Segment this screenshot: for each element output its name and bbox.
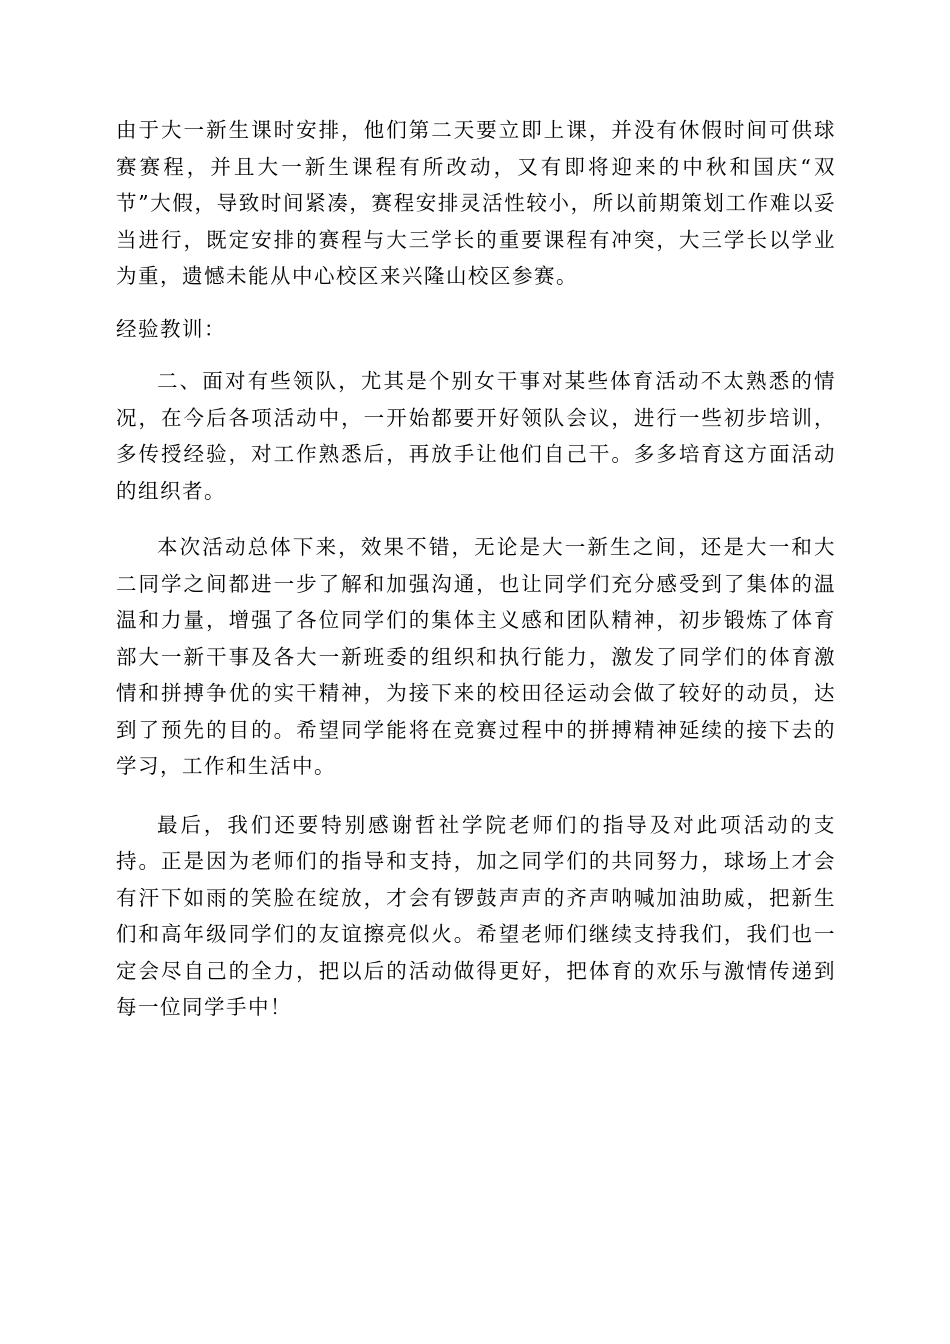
paragraph-summary: 本次活动总体下来，效果不错，无论是大一新生之间，还是大一和大二同学之间都进一步了解和加强沟通，也让同学们充分感受到了集体的温温和力量，增强了各位同学们的集体主义感和团队精神，初步锻炼了体育部大一新干事及各大一新班委的组织和执行能力，激发了同学们的体育激情和拼搏争优的实干精神，为接下来的校田径运动会做了较好的动员，达到了预先的目的。希望同学能将在竞赛过程中的拼搏精神延续的接下去的学习，工作和生活中。 (116, 535, 836, 778)
paragraph-lesson-two: 二、面对有些领队，尤其是个别女干事对某些体育活动不太熟悉的情况，在今后各项活动中，一开始都要开好领队会议，进行一些初步培训，多传授经验，对工作熟悉后，再放手让他们自己干。多多培育这方面活动的组织者。 (116, 369, 836, 503)
paragraph-schedule-issues: 由于大一新生课时安排，他们第二天要立即上课，并没有休假时间可供球赛赛程，并且大一新生课程有所改动，又有即将迎来的中秋和国庆“双节”大假，导致时间紧凑，赛程安排灵活性较小，所以前期策划工作难以妥当进行，既定安排的赛程与大三学长的重要课程有冲突，大三学长以学业为重，遗憾未能从中心校区来兴隆山校区参赛。 (116, 118, 836, 288)
paragraph-acknowledgement: 最后，我们还要特别感谢哲社学院老师们的指导及对此项活动的支持。正是因为老师们的指导和支持，加之同学们的共同努力，球场上才会有汗下如雨的笑脸在绽放，才会有锣鼓声声的齐声呐喊加油助威，把新生们和高年级同学们的友谊擦亮似火。希望老师们继续支持我们，我们也一定会尽自己的全力，把以后的活动做得更好，把体育的欢乐与激情传递到每一位同学手中！ (116, 812, 836, 1019)
section-heading-lessons: 经验教训： (116, 316, 226, 341)
document-page (116, 112, 836, 1026)
